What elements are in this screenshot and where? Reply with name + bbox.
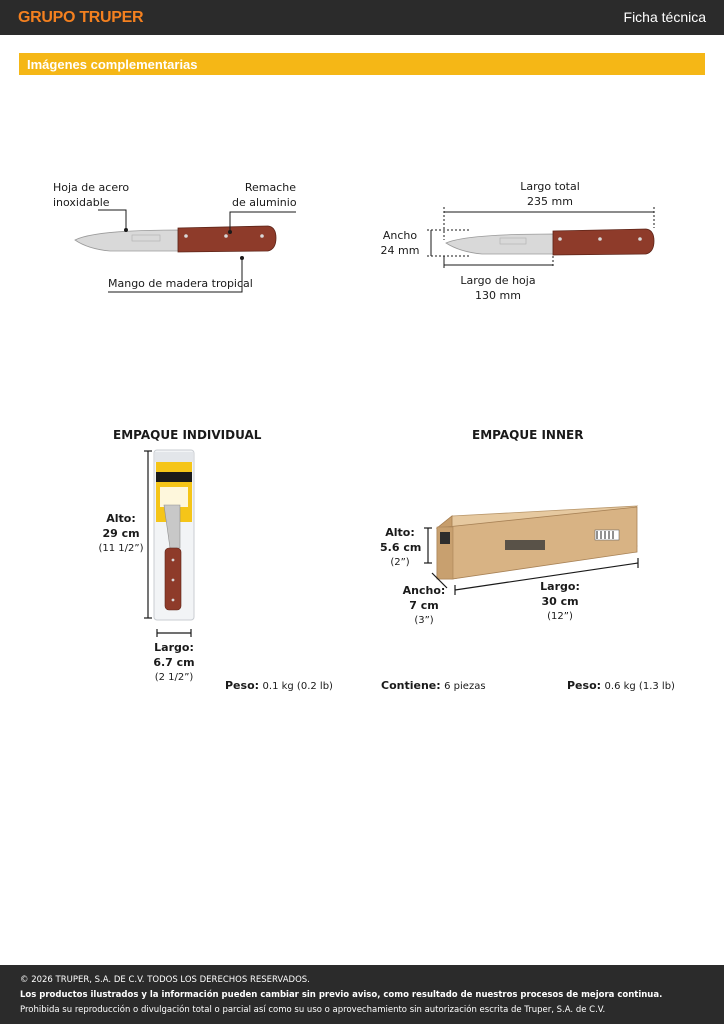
blade-length-label: Largo de hoja 130 mm — [460, 274, 536, 302]
knife-handle — [178, 226, 276, 252]
leader-line — [98, 210, 126, 230]
blade-label: Hoja de acero inoxidable — [53, 181, 130, 209]
inner-contains: Contiene: 6 piezas — [381, 679, 486, 692]
footer — [0, 965, 724, 1024]
handle-label: Mango de madera tropical — [108, 277, 253, 290]
brand-logo: GRUPO TRUPER — [18, 9, 144, 26]
rivet — [224, 234, 228, 238]
individual-package-illustration — [144, 450, 194, 637]
individual-height-label: Alto: 29 cm (11 1/2”) — [98, 512, 144, 554]
inner-pack-heading: EMPAQUE INNER — [472, 428, 584, 442]
rivet-label: Remache de aluminio — [232, 181, 297, 209]
footer-notice: Los productos ilustrados y la información pueden cambiar sin previo aviso, como resultado de nuestros procesos de mejora continua. — [20, 990, 663, 1000]
knife-width-label: Ancho 24 mm — [380, 229, 420, 257]
inner-weight: Peso: 0.6 kg (1.3 lb) — [567, 679, 675, 692]
footer-copyright: © 2026 TRUPER, S.A. DE C.V. TODOS LOS DERECHOS RESERVADOS. — [20, 975, 310, 985]
rivet — [260, 234, 264, 238]
rivet — [184, 234, 188, 238]
inner-height-label: Alto: 5.6 cm (2”) — [380, 526, 422, 568]
doc-type-title: Ficha técnica — [623, 9, 706, 25]
section-title: Imágenes complementarias — [27, 57, 198, 72]
inner-width-label: Ancho: 7 cm (3”) — [402, 584, 446, 626]
inner-box-illustration — [424, 506, 638, 595]
knife-dimensions-illustration — [427, 207, 654, 268]
individual-weight: Peso: 0.1 kg (0.2 lb) — [225, 679, 333, 692]
footer-legal: Prohibida su reproducción o divulgación total o parcial así como su uso o aprovechamiento sin autorización escrita de Truper, S.A. de C.V. — [20, 1005, 606, 1015]
inner-length-label: Largo: 30 cm (12”) — [540, 580, 580, 622]
individual-length-label: Largo: 6.7 cm (2 1/2”) — [153, 641, 195, 683]
total-length-label: Largo total 235 mm — [520, 180, 580, 208]
knife-blade — [75, 230, 178, 251]
individual-pack-heading: EMPAQUE INDIVIDUAL — [113, 428, 262, 442]
